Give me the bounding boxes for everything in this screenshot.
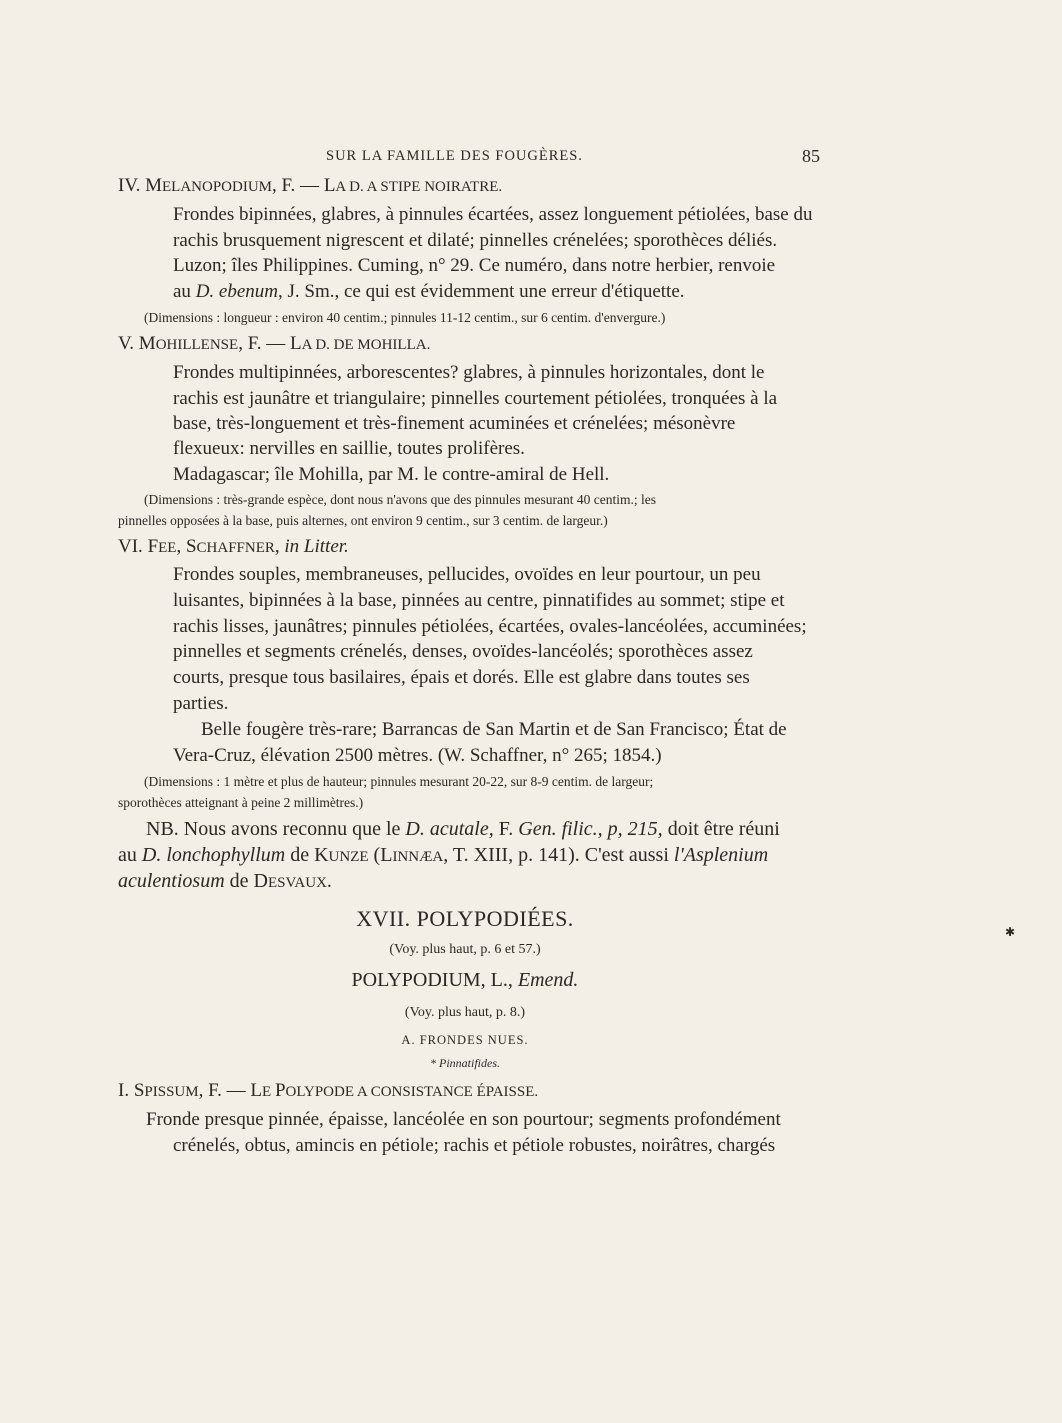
entry-v-line: rachis est jaunâtre et triangulaire; pinnelles courtement pétiolées, tronquées à la xyxy=(173,388,778,409)
entry-iv-dimensions: (Dimensions : longueur : environ 40 centim.; pinnules 11-12 centim., sur 6 centim. d'envergure.) xyxy=(144,310,666,325)
running-title: SUR LA FAMILLE DES FOUGÈRES. xyxy=(326,148,583,164)
subgroup-heading: A. FRONDES NUES. xyxy=(401,1033,529,1047)
entry-vi-line: Vera-Cruz, élévation 2500 mètres. (W. Schaffner, n° 265; 1854.) xyxy=(173,745,662,766)
running-header xyxy=(120,146,820,170)
cross-reference: (Voy. plus haut, p. 8.) xyxy=(404,1005,526,1020)
entry-vi-line: rachis lisses, jaunâtres; pinnules pétiolées, écartées, ovales-lancéolées, accuminées; xyxy=(173,616,807,637)
entry-vi-line: Belle fougère très-rare; Barrancas de San Martin et de San Francisco; État de xyxy=(201,719,787,740)
entry-vi-line: parties. xyxy=(173,693,229,714)
entry-v-line: base, très-longuement et très-finement acuminées et crénelées; mésonèvre xyxy=(173,413,736,434)
entry-v-line: flexueux: nervilles en saillie, toutes prolifères. xyxy=(173,438,525,459)
entry-iv-line: rachis brusquement nigrescent et dilaté; pinnelles crénelées; sporothèces déliés. xyxy=(173,230,778,251)
genus-heading: POLYPODIUM, L., Emend. xyxy=(351,969,579,991)
entry-i-line: crénelés, obtus, amincis en pétiole; rachis et pétiole robustes, noirâtres, chargés xyxy=(173,1135,776,1156)
entry-v-line: Madagascar; île Mohilla, par M. le contre-amiral de Hell. xyxy=(173,464,610,485)
entry-iv-heading: IV. MELANOPODIUM, F. — LA D. A STIPE NOIRATRE. xyxy=(118,175,503,196)
entry-vi-line: pinnelles et segments crénelés, denses, ovoïdes-lancéolés; sporothèces assez xyxy=(173,641,753,662)
entry-i-heading: I. SPISSUM, F. — LE POLYPODE A CONSISTANCE ÉPAISSE. xyxy=(118,1080,539,1101)
entry-v-heading: V. MOHILLENSE, F. — LA D. DE MOHILLA. xyxy=(118,333,431,354)
entry-v-dimensions: pinnelles opposées à la base, puis alternes, ont environ 9 centim., sur 3 centim. de largeur.) xyxy=(118,513,608,528)
nota-bene-line: aculentiosum de DESVAUX. xyxy=(118,870,332,892)
entry-i-line: Fronde presque pinnée, épaisse, lancéolée en son pourtour; segments profondément xyxy=(146,1109,781,1130)
entry-v-line: Frondes multipinnées, arborescentes? glabres, à pinnules horizontales, dont le xyxy=(173,362,765,383)
entry-vi-heading: VI. FEE, SCHAFFNER, in Litter. xyxy=(118,536,349,557)
entry-vi-line: luisantes, bipinnées à la base, pinnées au centre, pinnatifides au sommet; stipe et xyxy=(173,590,785,611)
nota-bene-line: NB. Nous avons reconnu que le D. acutale, F. Gen. filic., p, 215, doit être réuni xyxy=(146,818,780,840)
subgroup-subheading: * Pinnatifides. xyxy=(430,1056,500,1070)
page-number: 85 xyxy=(802,146,820,166)
cross-reference: (Voy. plus haut, p. 6 et 57.) xyxy=(389,942,541,957)
entry-vi-line: courts, presque tous basilaires, épais et dorés. Elle est glabre dans toutes ses xyxy=(173,667,750,688)
entry-iv-line: au D. ebenum, J. Sm., ce qui est évidemment une erreur d'étiquette. xyxy=(173,281,685,302)
entry-v-dimensions: (Dimensions : très-grande espèce, dont nous n'avons que des pinnules mesurant 40 centim.; les xyxy=(144,492,656,507)
entry-vi-line: Frondes souples, membraneuses, pellucides, ovoïdes en leur pourtour, un peu xyxy=(173,564,761,585)
section-title: XVII. POLYPODIÉES. xyxy=(356,906,574,931)
entry-iv-line: Frondes bipinnées, glabres, à pinnules écartées, assez longuement pétiolées, base du xyxy=(173,204,813,225)
entry-iv-line: Luzon; îles Philippines. Cuming, n° 29. Ce numéro, dans notre herbier, renvoie xyxy=(173,255,776,276)
entry-vi-dimensions: (Dimensions : 1 mètre et plus de hauteur; pinnules mesurant 20-22, sur 8-9 centim. de largeur; xyxy=(144,774,654,789)
entry-vi-dimensions: sporothèces atteignant à peine 2 millimètres.) xyxy=(118,795,364,810)
nota-bene-line: au D. lonchophyllum de KUNZE (LINNÆA, T. XIII, p. 141). C'est aussi l'Asplenium xyxy=(118,844,769,866)
stray-mark: ✱ xyxy=(1005,925,1016,939)
